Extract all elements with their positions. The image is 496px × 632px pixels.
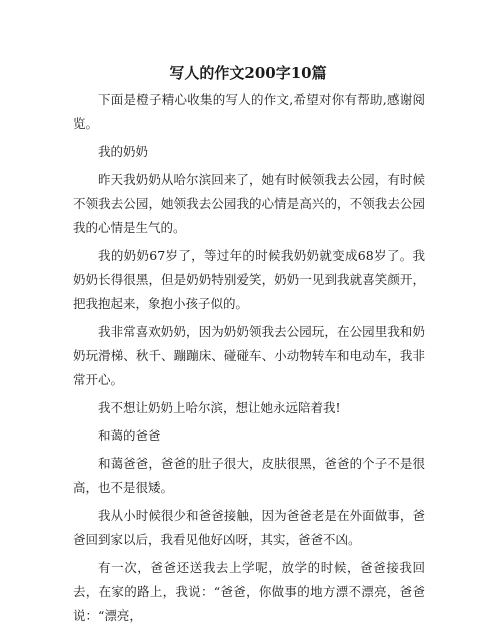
document-body: [73, 88, 425, 632]
body-paragraph: 我非常喜欢奶奶，因为奶奶领我去公园玩，在公园里我和奶奶玩滑梯、秋千、蹦蹦床、碰碰车、小动物转车和电动车，我非常开心。: [73, 324, 425, 387]
body-paragraph: 我不想让奶奶上哈尔滨，想让她永远陪着我!: [98, 400, 341, 415]
body-paragraph: 我的奶奶67岁了，等过年的时候我奶奶就变成68岁了。我奶奶长得很黑，但是奶奶特别爱笑，奶奶一见到我就喜笑颜开，把我抱起来，象抱小孩子似的。: [73, 248, 425, 311]
body-paragraph: 昨天我奶奶从哈尔滨回来了，她有时候领我去公园，有时候不领我去公园，她领我去公园我的心情是高兴的，不领我去公园我的心情是生气的。: [73, 172, 425, 235]
section-heading: 我的奶奶: [98, 144, 149, 159]
body-paragraph: 和蔼爸爸，爸爸的肚子很大，皮肤很黑，爸爸的个子不是很高，也不是很矮。: [73, 456, 425, 495]
body-paragraph: 有一次，爸爸还送我去上学呢，放学的时候，爸爸接我回去，在家的路上，我说：“爸爸，你做事的地方漂不漂亮，爸爸说：“漂亮，: [73, 560, 425, 623]
intro-paragraph: 下面是橙子精心收集的写人的作文,希望对你有帮助,感谢阅览。: [73, 92, 425, 131]
document-title: 写人的作文200字10篇: [169, 64, 327, 82]
section-heading: 和蔼的爸爸: [98, 428, 161, 443]
body-paragraph: 我从小时候很少和爸爸接触，因为爸爸老是在外面做事，爸爸回到家以后，我看见他好凶呀，其实，爸爸不凶。: [73, 508, 425, 547]
